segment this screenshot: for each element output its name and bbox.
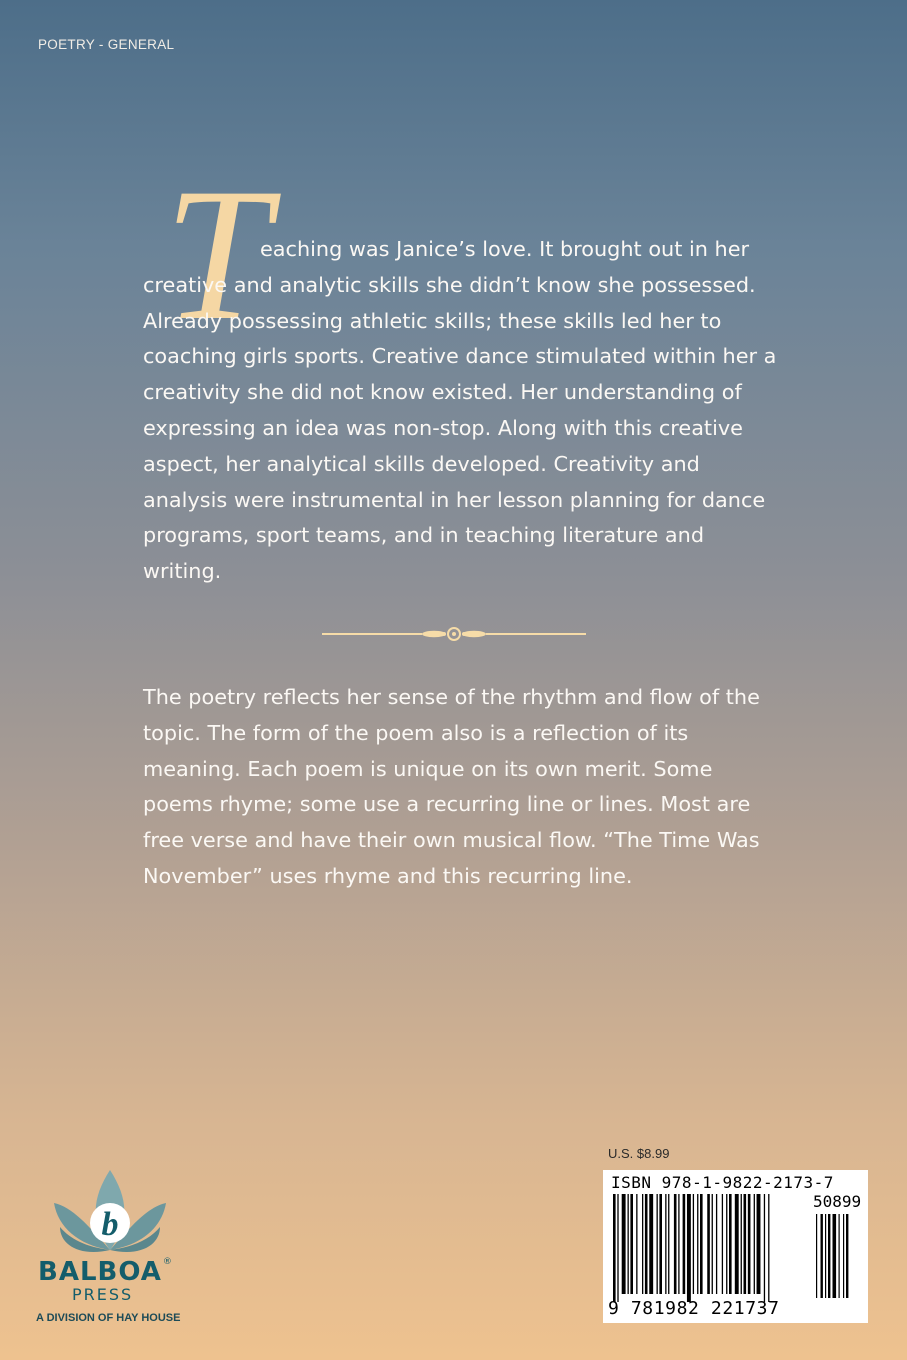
barcode-bar bbox=[659, 1194, 662, 1294]
isbn-number: ISBN 978-1-9822-2173-7 bbox=[611, 1173, 834, 1192]
publisher-name: BALBOA® bbox=[38, 1257, 173, 1287]
barcode-bar bbox=[622, 1194, 626, 1294]
publisher-division: A DIVISION OF HAY HOUSE bbox=[36, 1312, 181, 1324]
svg-text:b: b bbox=[101, 1206, 119, 1243]
svg-text:T: T bbox=[164, 168, 270, 338]
barcode-addon-bar bbox=[821, 1214, 823, 1298]
ornamental-divider bbox=[322, 625, 586, 643]
price-label: U.S. $8.99 bbox=[608, 1146, 670, 1161]
barcode-bar bbox=[628, 1194, 629, 1294]
barcode-bar bbox=[716, 1194, 717, 1294]
barcode-bar bbox=[741, 1194, 742, 1294]
barcode-bar bbox=[707, 1194, 710, 1294]
barcode-addon-bar bbox=[816, 1214, 817, 1298]
barcode-bar bbox=[757, 1194, 761, 1294]
barcode-bar bbox=[735, 1194, 739, 1294]
barcode-bar bbox=[712, 1194, 713, 1294]
barcode-bar bbox=[722, 1194, 723, 1294]
barcode-bar bbox=[744, 1194, 747, 1294]
barcode-bar bbox=[668, 1194, 669, 1294]
barcode-addon-bar bbox=[846, 1214, 848, 1298]
barcode-addon-bar bbox=[843, 1214, 844, 1298]
barcode-bar bbox=[645, 1194, 648, 1294]
poetry-paragraph: The poetry reflects her sense of the rhythm and flow of the topic. The form of the poem also is a reflection of its meaning. Each poem is unique on its own merit. Some poems rhyme; some use a recurring line or lines. Most are free verse and have their own musical flow. “The Time Was November” uses rhyme and this recurring line. bbox=[143, 685, 760, 888]
barcode-bar bbox=[697, 1194, 698, 1294]
registered-mark: ® bbox=[162, 1257, 173, 1267]
barcode-bar bbox=[613, 1194, 616, 1302]
barcode-bar bbox=[683, 1194, 686, 1294]
barcode-bar bbox=[665, 1194, 666, 1294]
barcode-bar bbox=[729, 1194, 732, 1294]
barcode-bar bbox=[649, 1194, 653, 1294]
category-label: POETRY - GENERAL bbox=[38, 37, 175, 52]
barcode-digits: 9 781982 221737 bbox=[608, 1298, 780, 1319]
barcode-bar bbox=[657, 1194, 658, 1294]
intro-paragraph bbox=[143, 232, 783, 590]
barcode-bar bbox=[617, 1194, 618, 1302]
price-code: 50899 bbox=[813, 1192, 862, 1211]
balboa-lotus-logo-icon bbox=[30, 1165, 190, 1330]
barcode-bar bbox=[700, 1194, 703, 1294]
isbn-barcode bbox=[603, 1170, 868, 1323]
barcode-bar bbox=[726, 1194, 727, 1294]
intro-paragraph-text: eaching was Janice’s love. It brought out in her creative and analytic skills she didn’t know she possessed. Already possessing athletic skills; these skills led her to coaching girls sports. Creative dance stimulated within her a creativity she did not know existed. Her understanding of expressing an idea was non-stop. Along with this creative aspect, her analytical skills developed. Creativity and analysis were instrumental in her lesson planning for dance programs, sport teams, and in teaching literature and writing. bbox=[143, 237, 777, 584]
barcode-bar bbox=[678, 1194, 679, 1294]
barcode-addon-bar bbox=[825, 1214, 826, 1298]
barcode-bar bbox=[764, 1194, 765, 1302]
barcode-bar bbox=[674, 1194, 677, 1294]
barcode-bar bbox=[630, 1194, 633, 1294]
barcode-bar bbox=[754, 1194, 755, 1294]
barcode-bar bbox=[768, 1194, 769, 1302]
barcode-bar bbox=[636, 1194, 637, 1294]
barcode-addon-bar bbox=[828, 1214, 830, 1298]
barcode-addon-bar bbox=[839, 1214, 840, 1298]
publisher-imprint: PRESS bbox=[72, 1285, 134, 1304]
barcode-bar bbox=[687, 1194, 691, 1302]
barcode-bar bbox=[642, 1194, 643, 1294]
barcode-addon-bar bbox=[833, 1214, 837, 1298]
barcode-bar bbox=[693, 1194, 694, 1294]
barcode-bar bbox=[748, 1194, 751, 1294]
